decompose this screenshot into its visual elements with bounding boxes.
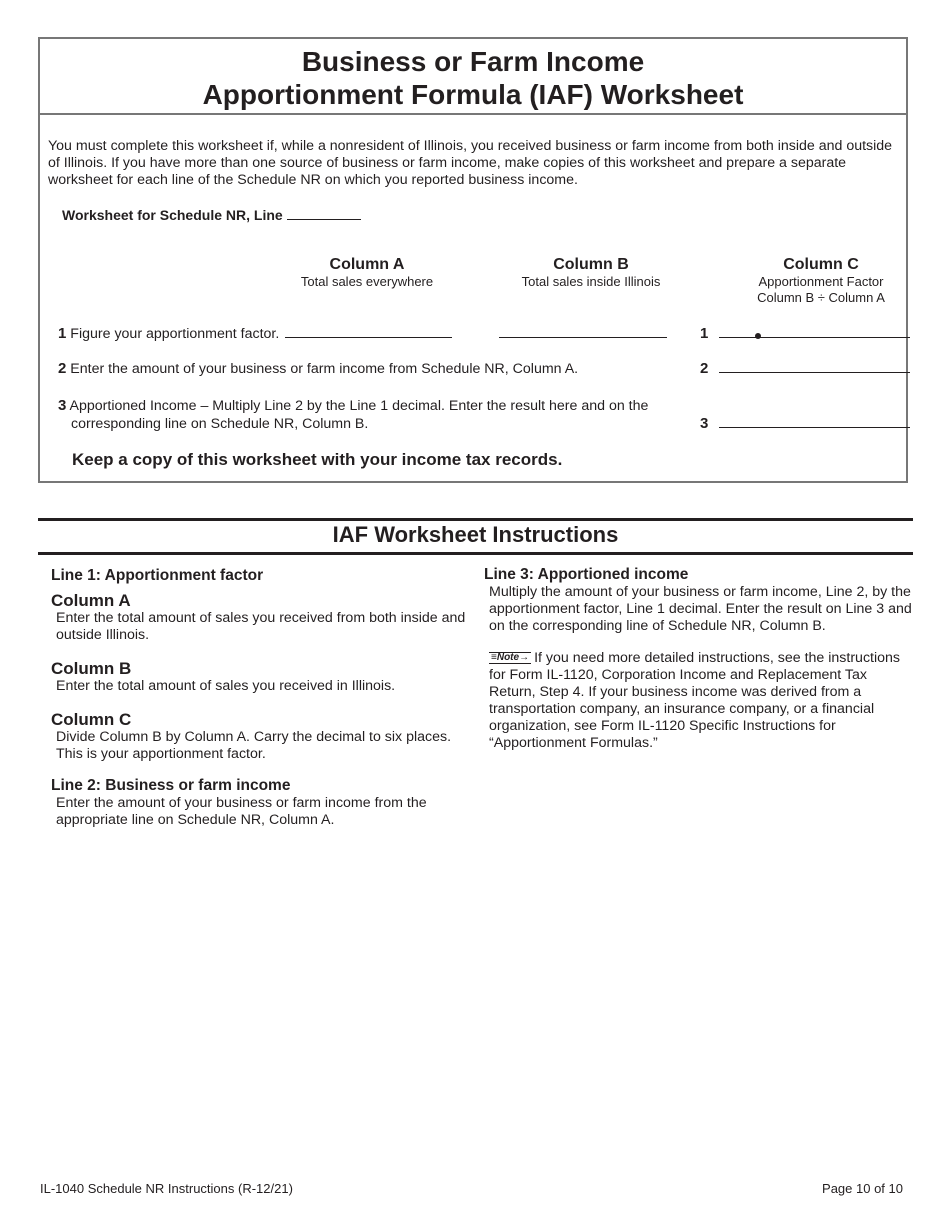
line-3-column-c-field[interactable] [719,427,910,428]
column-b-text: Enter the total amount of sales you received in Illinois. [56,678,396,694]
line-3-text-1: Apportioned Income – Multiply Line 2 by the Line 1 decimal. Enter the result here and on the [69,398,649,414]
note-text-line-4: transportation company, an insurance company, or a financial [489,701,875,717]
column-c-heading: Column C [51,710,132,729]
line-3-instructions [489,584,912,635]
line-3-right-number: 3 [700,415,709,432]
line-1-number: 1 [58,325,67,342]
note-text-line-2: for Form IL-1120, Corporation Income and Replacement Tax [489,667,867,683]
instructions-title: IAF Worksheet Instructions [332,522,619,547]
schedule-line-field[interactable] [287,207,361,220]
note-icon-label: Note [496,652,520,663]
line-1-column-a-field[interactable] [285,337,452,338]
column-c-text-line-1: Divide Column B by Column A. Carry the decimal to six places. [56,729,452,745]
intro-paragraph: You must complete this worksheet if, while a nonresident of Illinois, you received business or farm income from both inside and outside of Illinois. If you have more than one source of business or farm income, make copies of this worksheet and prepare a separate worksheet for each line of the Schedule NR on which you reported business income. [48,138,893,188]
line-1-right-number: 1 [700,325,709,342]
decimal-point-dot [755,333,761,339]
line-1-column-b-field[interactable] [499,337,667,338]
instructions-top-rule [38,518,913,521]
title-divider [38,113,908,115]
line-3-instructions-line-1: Multiply the amount of your business or farm income, Line 2, by the [489,584,911,600]
column-a-text [56,610,465,644]
column-b-title: Column B [553,256,629,273]
column-c-subtitle-1: Apportionment Factor [758,274,884,289]
line-3-heading: Line 3: Apportioned income [484,566,689,583]
line-1-heading: Line 1: Apportionment factor [51,567,264,584]
column-a-heading: Column A [51,591,131,610]
column-c-subtitle-2: Column B ÷ Column A [757,290,885,305]
title-line-1: Business or Farm Income [301,46,645,77]
column-b-header [506,256,676,290]
line-2-column-c-field[interactable] [719,372,910,373]
column-a-title: Column A [329,256,405,273]
keep-copy-note: Keep a copy of this worksheet with your income tax records. [72,450,563,469]
column-a-text-line-1: Enter the total amount of sales you received from both inside and [56,610,466,626]
note-text-line-1: If you need more detailed instructions, see the instructions [534,650,901,666]
line-3-instructions-line-3: on the corresponding line of Schedule NR, Column B. [489,618,826,634]
line-2-text: Enter the amount of your business or farm income from Schedule NR, Column A. [70,361,579,377]
column-c-header [756,256,886,306]
column-a-text-line-2: outside Illinois. [56,627,150,643]
note-block [489,650,909,752]
instructions-bottom-rule [38,552,913,555]
line-2-instructions-line-1: Enter the amount of your business or farm income from the [56,795,427,811]
column-c-text [56,729,451,763]
line-2-number: 2 [58,360,67,377]
line-3-number: 3 [58,397,67,414]
note-text-line-3: Return, Step 4. If your business income was derived from a [489,684,862,700]
worksheet-for-line [62,207,361,223]
column-c-text-line-2: This is your apportionment factor. [56,746,266,762]
line-2-right-number: 2 [700,360,709,377]
line-1-text: Figure your apportionment factor. [70,326,280,342]
column-a-header [282,256,452,290]
note-icon: ≡Note→ [491,652,530,663]
footer-page-number: Page 10 of 10 [822,1181,903,1196]
line-1-column-c-field[interactable] [719,337,910,338]
line-2-heading: Line 2: Business or farm income [51,777,291,794]
column-c-title: Column C [783,256,859,273]
note-text-line-5: organization, see Form IL-1120 Specific Instructions for [489,718,836,734]
worksheet-for-label: Worksheet for Schedule NR, Line [62,207,283,223]
column-a-subtitle: Total sales everywhere [300,274,434,289]
column-b-subtitle: Total sales inside Illinois [521,274,661,289]
line-3-label [58,397,648,415]
line-3-text-2: corresponding line on Schedule NR, Column B. [71,416,369,432]
column-b-heading: Column B [51,659,132,678]
line-2-label [58,360,578,378]
line-3-instructions-line-2: apportionment factor, Line 1 decimal. Enter the result on Line 3 and [489,601,912,617]
line-2-instructions-line-2: appropriate line on Schedule NR, Column A. [56,812,335,828]
worksheet-title [38,45,908,111]
note-text-line-6: “Apportionment Formulas.” [489,735,658,751]
title-line-2: Apportionment Formula (IAF) Worksheet [202,79,744,110]
footer-form-id: IL-1040 Schedule NR Instructions (R-12/21) [40,1181,293,1196]
line-1-label [58,325,279,343]
line-2-instructions [56,795,427,829]
